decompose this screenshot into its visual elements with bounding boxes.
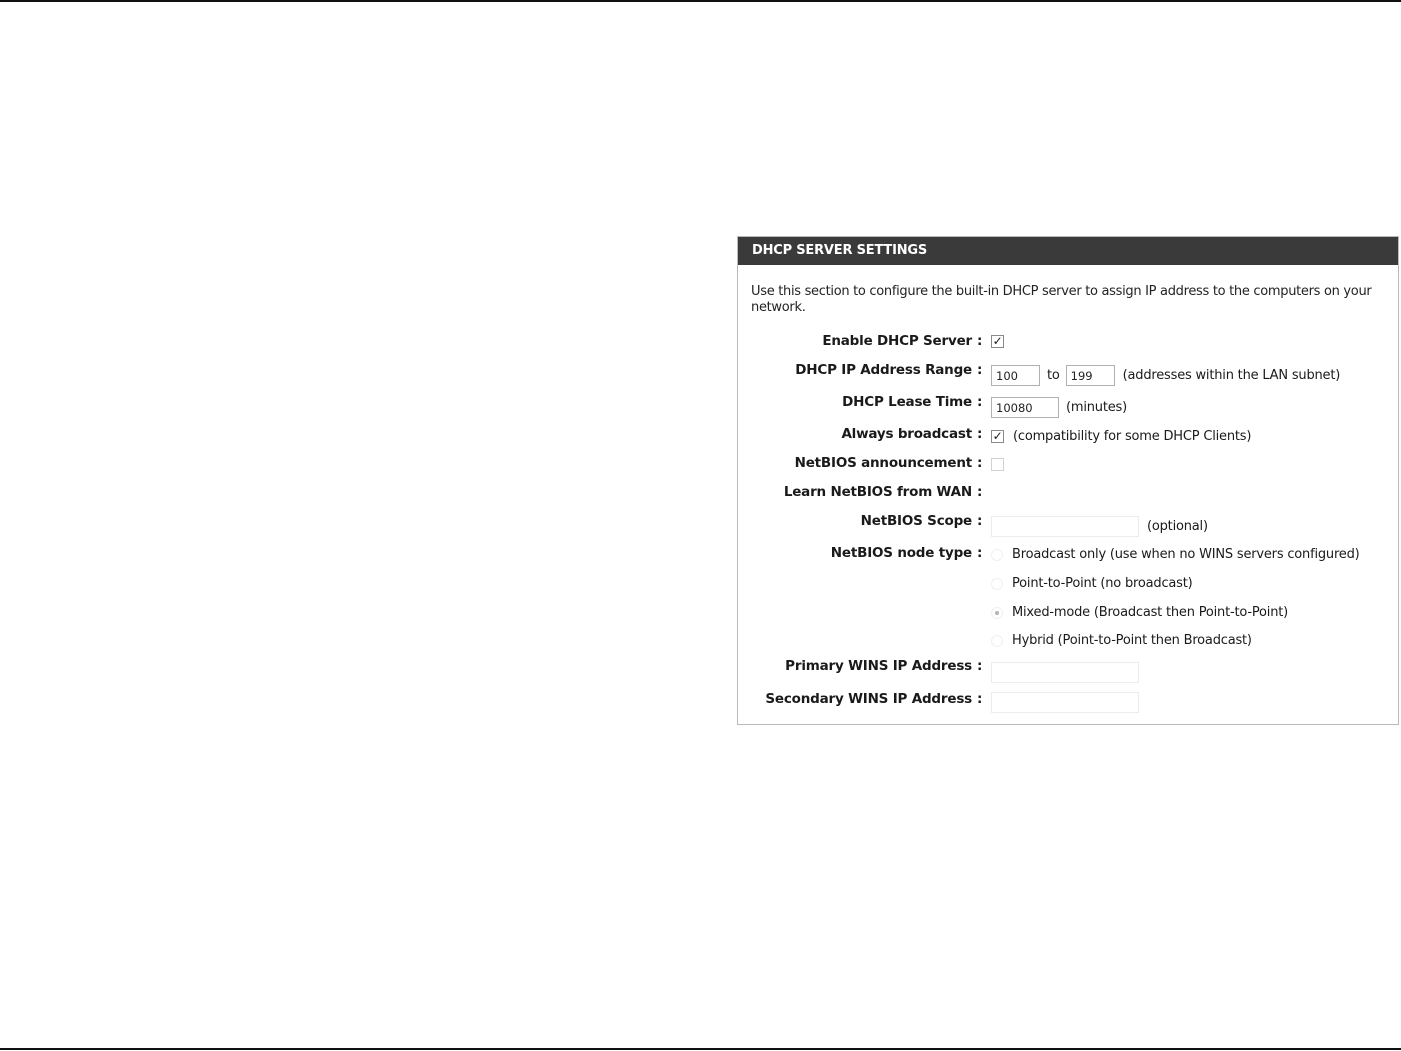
- lease-time-input[interactable]: [991, 397, 1059, 418]
- node-type-option-label: Hybrid (Point-to-Point then Broadcast): [1012, 633, 1252, 648]
- node-type-option-hybrid[interactable]: [991, 633, 1252, 648]
- lease-time-unit: (minutes): [1066, 400, 1127, 415]
- node-type-option-mixed-mode[interactable]: [991, 605, 1288, 620]
- lease-time-label: DHCP Lease Time: [842, 394, 972, 410]
- colon: :: [977, 333, 983, 349]
- node-type-option-point-to-point[interactable]: [991, 576, 1193, 591]
- netbios-scope-note: (optional): [1147, 519, 1208, 534]
- enable-dhcp-label: Enable DHCP Server: [822, 333, 972, 349]
- always-broadcast-note: (compatibility for some DHCP Clients): [1013, 429, 1252, 444]
- ip-range-start-input[interactable]: [991, 365, 1040, 386]
- radio-button-selected[interactable]: [991, 607, 1003, 619]
- primary-wins-field: [991, 662, 1139, 683]
- always-broadcast-field: [991, 429, 1251, 444]
- colon: :: [977, 545, 983, 561]
- secondary-wins-label: Secondary WINS IP Address: [765, 691, 972, 707]
- bottom-rule: [0, 1048, 1401, 1050]
- colon: :: [977, 484, 983, 500]
- netbios-scope-input[interactable]: [991, 516, 1139, 537]
- enable-dhcp-field: [991, 335, 1004, 348]
- colon: :: [977, 691, 983, 707]
- colon: :: [977, 455, 983, 471]
- always-broadcast-checkbox[interactable]: ✓: [992, 429, 1003, 443]
- always-broadcast-label: Always broadcast: [841, 426, 972, 442]
- primary-wins-label: Primary WINS IP Address: [785, 658, 972, 674]
- netbios-announcement-checkbox[interactable]: [991, 458, 1004, 471]
- node-type-option-label: Broadcast only (use when no WINS servers configured): [1012, 547, 1360, 562]
- colon: :: [977, 513, 983, 529]
- colon: :: [977, 362, 983, 378]
- ip-range-end-input[interactable]: [1066, 365, 1115, 386]
- netbios-scope-label: NetBIOS Scope: [860, 513, 972, 529]
- enable-dhcp-checkbox[interactable]: ✓: [992, 334, 1003, 348]
- secondary-wins-field: [991, 692, 1139, 713]
- node-type-option-label: Mixed-mode (Broadcast then Point-to-Point): [1012, 605, 1289, 620]
- learn-netbios-wan-label: Learn NetBIOS from WAN: [783, 484, 972, 500]
- netbios-scope-field: [991, 516, 1208, 537]
- netbios-announcement-label: NetBIOS announcement: [794, 455, 972, 471]
- netbios-node-type-label: NetBIOS node type: [830, 545, 972, 561]
- ip-range-field: [991, 365, 1340, 386]
- panel-title: DHCP SERVER SETTINGS: [738, 237, 1398, 265]
- radio-button[interactable]: [991, 578, 1003, 590]
- panel-description: Use this section to configure the built-in DHCP server to assign IP address to the computers on your network.: [751, 284, 1372, 315]
- lease-time-field: [991, 397, 1127, 418]
- node-type-option-label: Point-to-Point (no broadcast): [1012, 576, 1193, 591]
- top-rule: [0, 0, 1401, 2]
- dhcp-server-settings-panel: [737, 236, 1399, 725]
- radio-dot-icon: [995, 611, 999, 615]
- secondary-wins-input[interactable]: [991, 692, 1139, 713]
- colon: :: [977, 426, 983, 442]
- node-type-option-broadcast[interactable]: [991, 547, 1360, 562]
- radio-button[interactable]: [991, 635, 1003, 647]
- ip-range-note: (addresses within the LAN subnet): [1122, 368, 1341, 383]
- primary-wins-input[interactable]: [991, 662, 1139, 683]
- ip-range-label: DHCP IP Address Range: [795, 362, 972, 378]
- netbios-announcement-field: [991, 458, 1004, 471]
- colon: :: [977, 394, 983, 410]
- colon: :: [977, 658, 983, 674]
- ip-range-to-label: to: [1047, 368, 1060, 383]
- radio-button[interactable]: [991, 549, 1003, 561]
